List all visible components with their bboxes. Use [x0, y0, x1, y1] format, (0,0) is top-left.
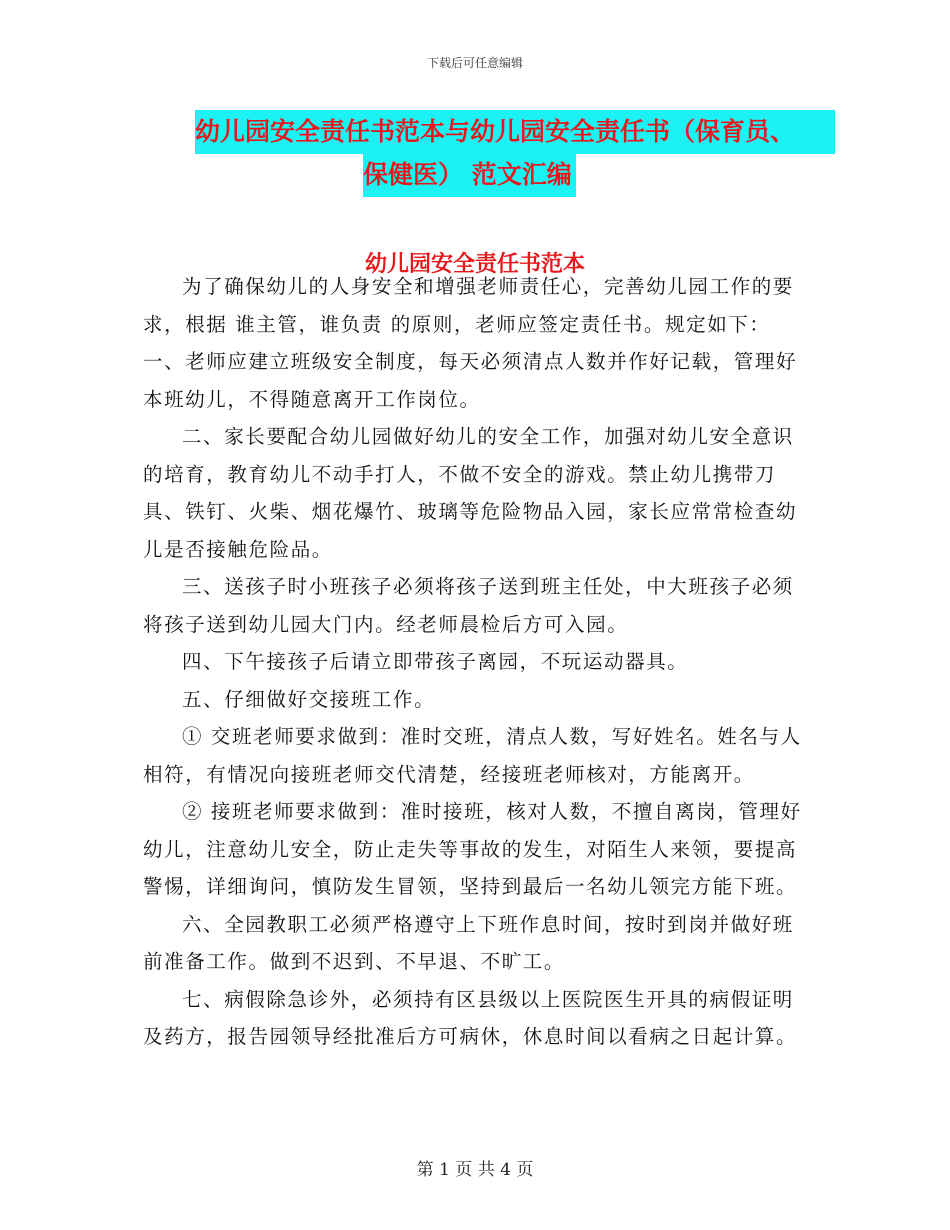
document-body	[143, 268, 803, 1056]
paragraph-item-3: 三、送孩子时小班孩子必须将孩子送到班主任处，中大班孩子必须将孩子送到幼儿园大门内。经老师晨检后方可入园。	[143, 575, 794, 636]
header-note: 下载后可任意编辑	[426, 56, 523, 70]
paragraph-item-2: 二、家长要配合幼儿园做好幼儿的安全工作，加强对幼儿安全意识的培育，教育幼儿不动手打人，不做不安全的游戏。禁止幼儿携带刀具、铁钉、火柴、烟花爆竹、玻璃等危险物品入园，家长应常常检查幼儿是否接触危险品。	[143, 425, 798, 561]
paragraph-item-5: 五、仔细做好交接班工作。	[182, 687, 436, 711]
paragraph-intro: 为了确保幼儿的人身安全和增强老师责任心，完善幼儿园工作的要求，根据 谁主管，谁负责 的原则，老师应签定责任书。规定如下：	[143, 275, 794, 336]
paragraph-item-6: 六、全园教职工必须严格遵守上下班作息时间，按时到岗并做好班前准备工作。做到不迟到、不早退、不旷工。	[143, 912, 794, 973]
paragraph-item-4: 四、下午接孩子后请立即带孩子离园，不玩运动器具。	[182, 650, 689, 673]
paragraph-item-5-sub-1: ① 交班老师要求做到：准时交班，清点人数，写好姓名。姓名与人相符，有情况向接班老师交代清楚，经接班老师核对，方能离开。	[143, 725, 802, 786]
page-number-footer: 第 1 页 共 4 页	[416, 1160, 534, 1180]
document-title-line-2: 保健医） 范文汇编	[363, 153, 576, 197]
paragraph-item-1: 一、老师应建立班级安全制度，每天必须清点人数并作好记载，管理好本班幼儿，不得随意离开工作岗位。	[143, 350, 798, 411]
paragraph-item-7: 七、病假除急诊外，必须持有区县级以上医院医生开具的病假证明及药方，报告园领导经批准后方可病休，休息时间以看病之日起计算。	[143, 987, 798, 1048]
paragraph-item-5-sub-2: ② 接班老师要求做到：准时接班，核对人数，不擅自离岗，管理好幼儿，注意幼儿安全，防止走失等事故的发生，对陌生人来领，要提高警惕，详细询问，慎防发生冒领，坚持到最后一名幼儿领完方能下班。	[143, 800, 802, 898]
section-heading: 幼儿园安全责任书范本	[364, 252, 585, 277]
document-title-line-1: 幼儿园安全责任书范本与幼儿园安全责任书（保育员、	[195, 110, 835, 154]
